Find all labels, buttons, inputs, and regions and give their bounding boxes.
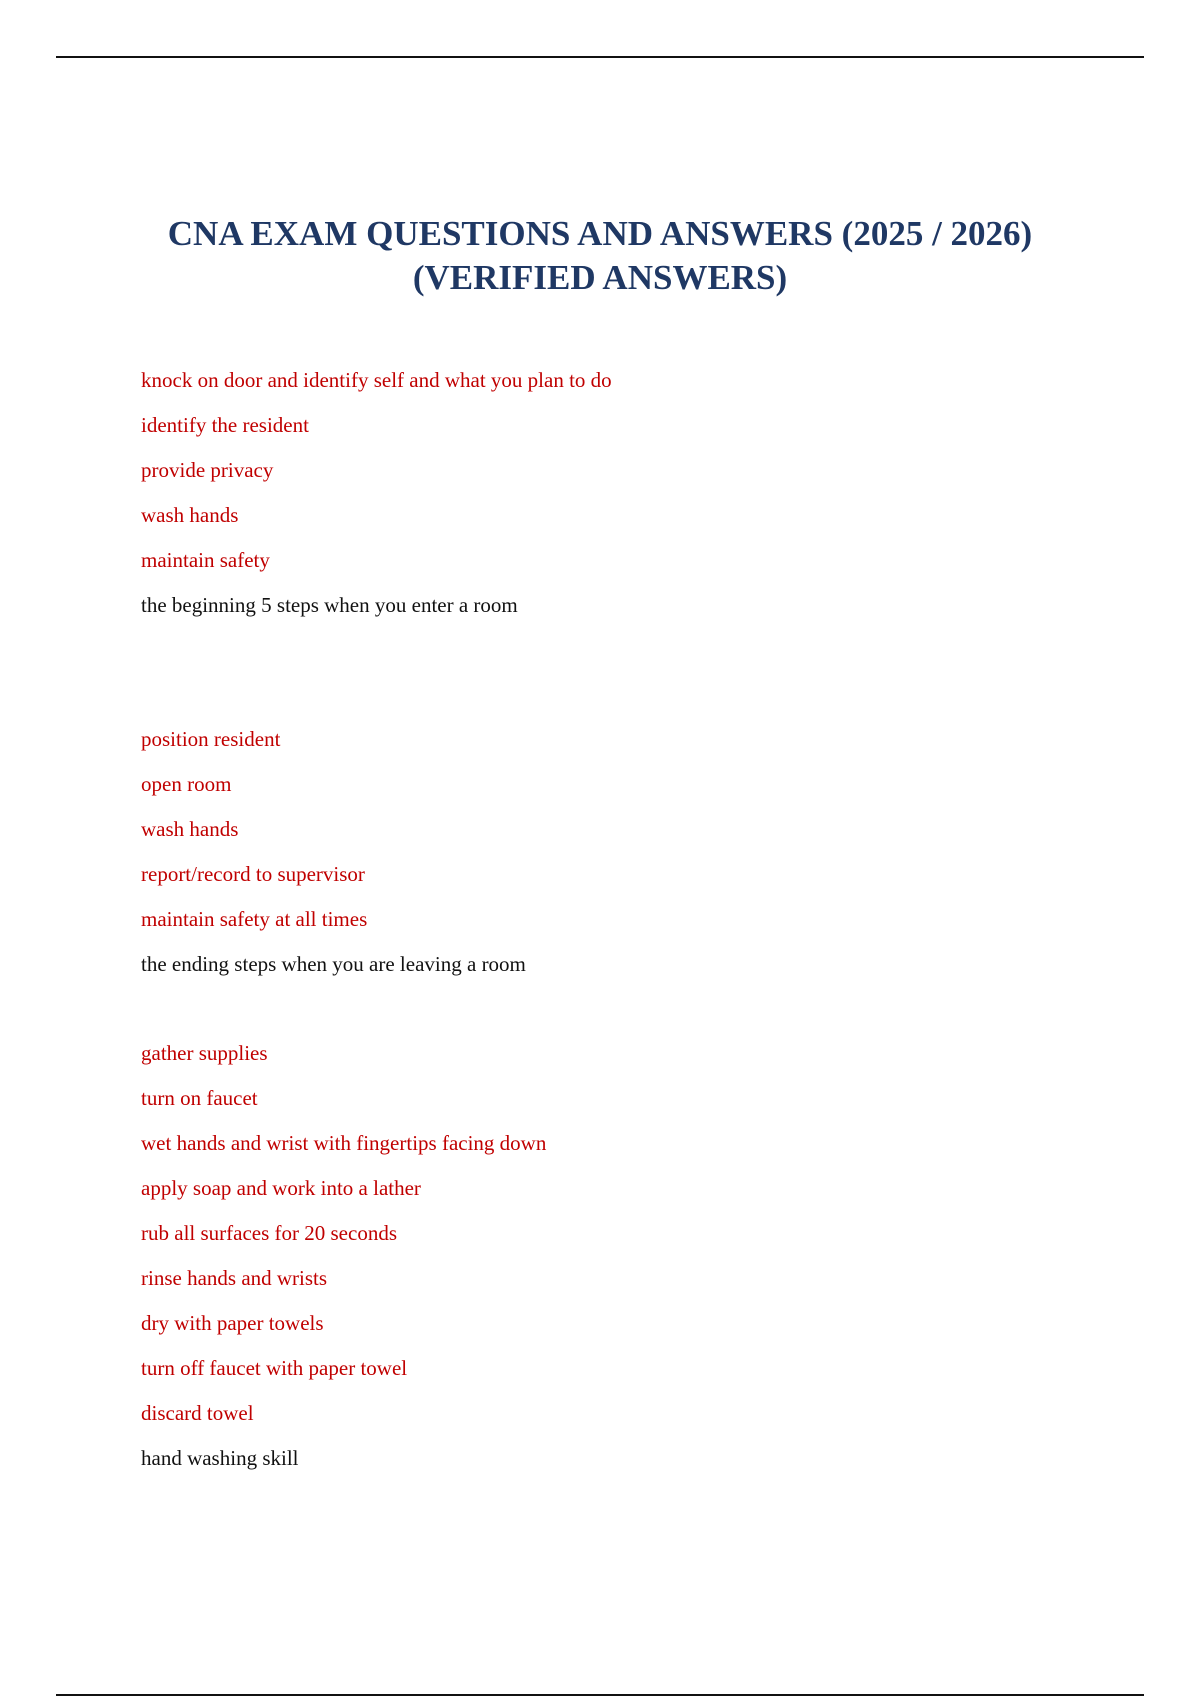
qa-card-2 — [141, 717, 1141, 987]
answer-line: open room — [141, 772, 232, 796]
answer-line: turn on faucet — [141, 1086, 258, 1110]
page-title — [0, 212, 1200, 300]
answer-line: apply soap and work into a lather — [141, 1176, 421, 1200]
answer-line: maintain safety at all times — [141, 907, 368, 931]
qa-content — [141, 358, 1141, 1481]
answer-line: gather supplies — [141, 1041, 268, 1065]
answer-line: wet hands and wrist with fingertips facing down — [141, 1131, 547, 1155]
top-rule — [56, 56, 1144, 58]
question-line: the ending steps when you are leaving a room — [141, 952, 526, 976]
qa-card-3 — [141, 1031, 1141, 1481]
answer-line: knock on door and identify self and what you plan to do — [141, 368, 612, 392]
answer-line: dry with paper towels — [141, 1311, 324, 1335]
answer-line: position resident — [141, 727, 281, 751]
answer-line: maintain safety — [141, 548, 270, 572]
answer-line: identify the resident — [141, 413, 309, 437]
question-line: hand washing skill — [141, 1446, 299, 1470]
question-line: the beginning 5 steps when you enter a room — [141, 593, 518, 617]
answer-line: wash hands — [141, 817, 239, 841]
answer-line: rinse hands and wrists — [141, 1266, 328, 1290]
title-line-2: (VERIFIED ANSWERS) — [412, 258, 788, 297]
answer-line: provide privacy — [141, 458, 274, 482]
answer-line: rub all surfaces for 20 seconds — [141, 1221, 397, 1245]
answer-line: turn off faucet with paper towel — [141, 1356, 408, 1380]
answer-line: wash hands — [141, 503, 239, 527]
answer-line: discard towel — [141, 1401, 254, 1425]
title-line-1: CNA EXAM QUESTIONS AND ANSWERS (2025 / 2026) — [167, 214, 1033, 253]
qa-card-1 — [141, 358, 1141, 628]
answer-line: report/record to supervisor — [141, 862, 365, 886]
bottom-rule — [56, 1694, 1144, 1696]
